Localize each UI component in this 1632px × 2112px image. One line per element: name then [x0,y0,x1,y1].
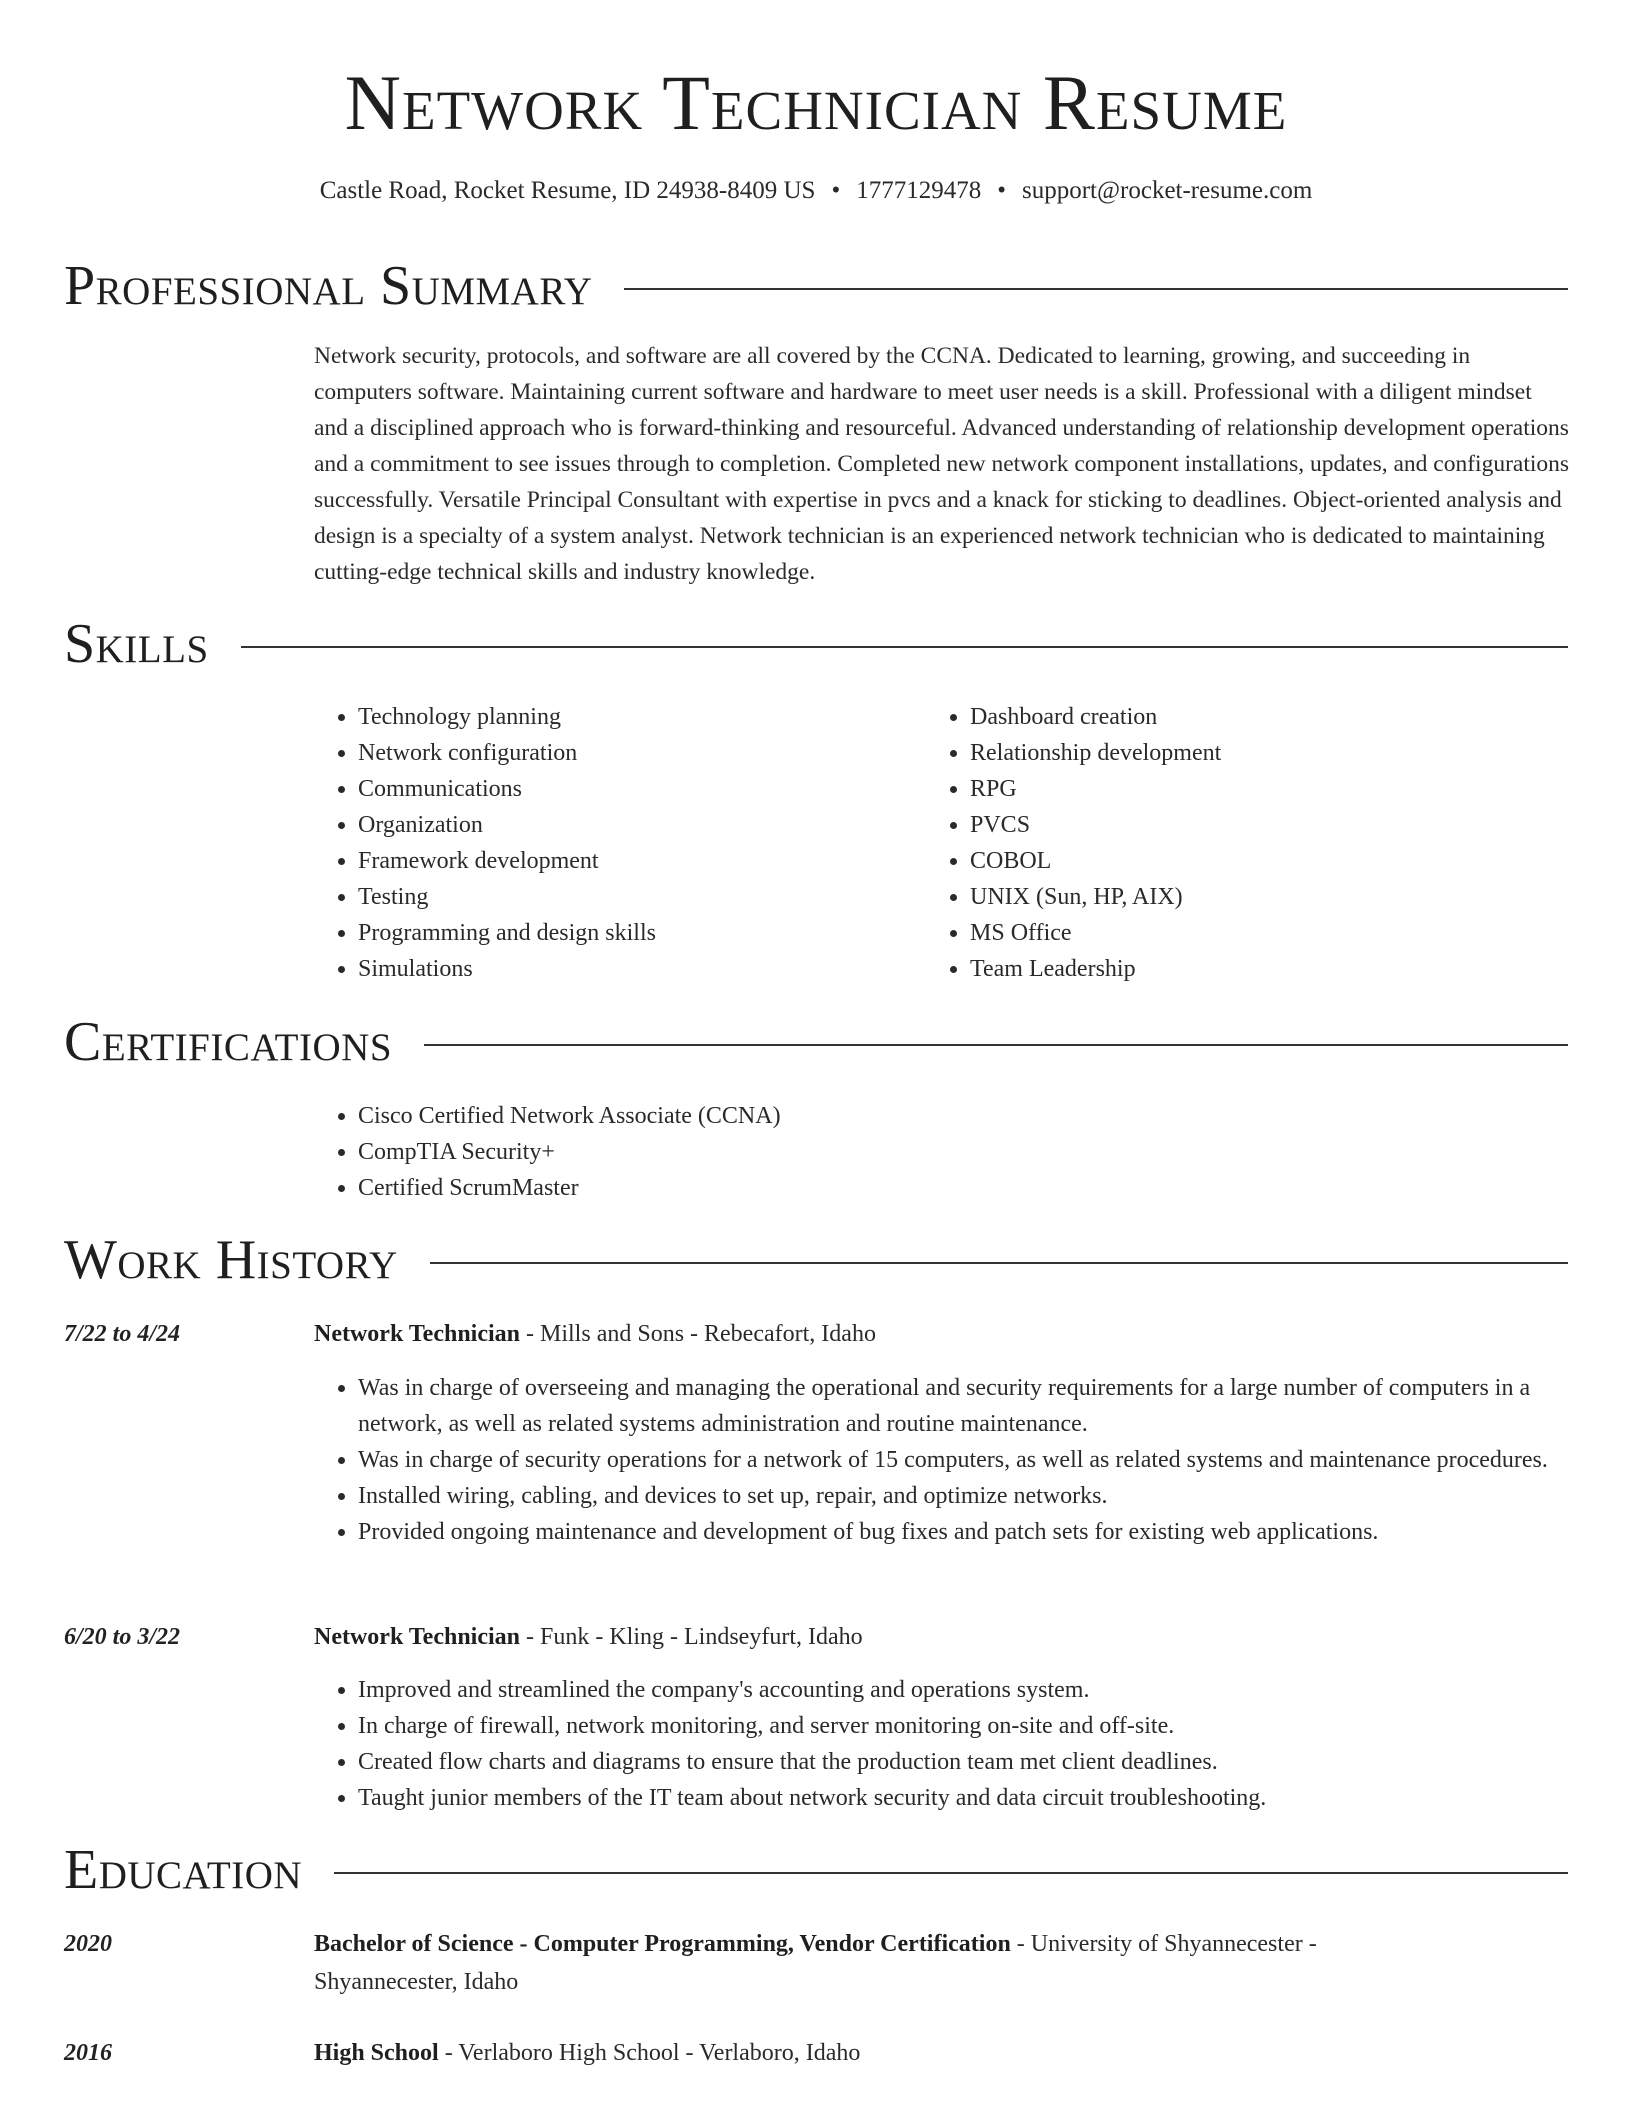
job-bullet: • In charge of firewall, network monitoring, and server monitoring on-site and off-site. [358,1708,1614,1744]
contact-email: support@rocket-resume.com [1022,177,1313,204]
contact-line [0,174,1632,208]
skill-item: • Programming and design skills [358,915,958,951]
section-divider [334,1872,1568,1874]
job-employer: - Funk - Kling - Lindseyfurt, Idaho [520,1624,863,1650]
skills-list-right [926,699,1610,987]
education-degree: Bachelor of Science - Computer Programming, Vendor Certification [314,1931,1011,1957]
section-divider [241,646,1568,648]
skill-item: • Testing [358,879,958,915]
job-title: Network Technician [314,1624,521,1650]
education-entry [314,1925,1454,2001]
education-school: - University of Shyannecester - Shyannecester, Idaho [314,1931,1317,1995]
skill-item: • Organization [358,807,958,843]
section-header-work-history [64,1228,1568,1292]
skill-item: • Framework development [358,843,958,879]
job-bullet: • Installed wiring, cabling, and devices to set up, repair, and optimize networks. [358,1478,1614,1514]
section-header-certifications [64,1010,1568,1074]
resume-title: Network Technician Resume [344,59,1288,146]
certifications-list [314,1098,1608,1206]
skill-item: • PVCS [970,807,1610,843]
skill-item: • Team Leadership [970,951,1610,987]
certification-item: • Cisco Certified Network Associate (CCNA) [358,1098,1608,1134]
section-title-skills: Skills [64,613,209,675]
skill-item: • MS Office [970,915,1610,951]
section-header-education [64,1838,1568,1902]
education-entry [314,2034,1570,2072]
job-bullet: • Improved and streamlined the company's accounting and operations system. [358,1672,1614,1708]
job-header [314,1315,1570,1353]
job-bullets [314,1370,1614,1550]
skill-item: • UNIX (Sun, HP, AIX) [970,879,1610,915]
education-degree: High School [314,2040,439,2066]
skill-item: • Communications [358,771,958,807]
job-bullet: • Created flow charts and diagrams to ensure that the production team met client deadlines. [358,1744,1614,1780]
skill-item: • Relationship development [970,735,1610,771]
job-employer: - Mills and Sons - Rebecafort, Idaho [520,1321,876,1347]
summary-text: Network security, protocols, and software are all covered by the CCNA. Dedicated to learning, growing, and succeeding in computers software. Maintaining current software and hardware to meet user needs is a skill. Professional with a diligent mindset and a disciplined approach who is forward-thinking and resourceful. Advanced understanding of relationship development operations and a commitment to see issues through to completion. Completed new network component installations, updates, and configurations successfully. Versatile Principal Consultant with expertise in pvcs and a knack for sticking to deadlines. Object-oriented analysis and design is a specialty of a system analyst. Network technician is an experienced network technician who is dedicated to maintaining cutting-edge technical skills and industry knowledge. [314,343,1570,585]
certification-item: • CompTIA Security+ [358,1134,1608,1170]
skill-item: • COBOL [970,843,1610,879]
job-bullet: • Taught junior members of the IT team about network security and data circuit troubleshooting. [358,1780,1614,1816]
contact-phone: 1777129478 [856,177,982,204]
section-title-summary: Professional Summary [64,255,593,317]
certification-item: • Certified ScrumMaster [358,1170,1608,1206]
skill-item: • RPG [970,771,1610,807]
skills-list-left [314,699,958,987]
education-year: 2020 [64,1931,112,1957]
job-dates: 7/22 to 4/24 [64,1321,181,1347]
job-bullet: • Was in charge of overseeing and managing the operational and security requirements for a large number of computers in a network, as well as related systems administration and routine maintenance. [358,1370,1614,1442]
education-school: - Verlaboro High School - Verlaboro, Idaho [438,2040,861,2066]
section-divider [424,1044,1568,1046]
section-header-skills [64,612,1568,676]
contact-address: Castle Road, Rocket Resume, ID 24938-8409 US [319,177,816,204]
job-bullet: • Was in charge of security operations for a network of 15 computers, as well as related systems and maintenance procedures. [358,1442,1614,1478]
education-year: 2016 [64,2040,112,2066]
job-header [314,1618,1570,1656]
contact-separator: • [997,177,1006,204]
skill-item: • Dashboard creation [970,699,1610,735]
section-title-work-history: Work History [64,1229,398,1291]
skill-item: • Network configuration [358,735,958,771]
section-title-certifications: Certifications [64,1011,393,1073]
job-dates: 6/20 to 3/22 [64,1624,181,1650]
section-header-summary [64,254,1568,318]
section-title-education: Education [64,1839,303,1901]
section-divider [624,288,1568,290]
job-bullet: • Provided ongoing maintenance and development of bug fixes and patch sets for existing web applications. [358,1514,1614,1550]
skill-item: • Simulations [358,951,958,987]
job-bullets [314,1672,1614,1816]
skill-item: • Technology planning [358,699,958,735]
section-divider [430,1262,1568,1264]
job-title: Network Technician [314,1321,521,1347]
contact-separator: • [831,177,841,204]
